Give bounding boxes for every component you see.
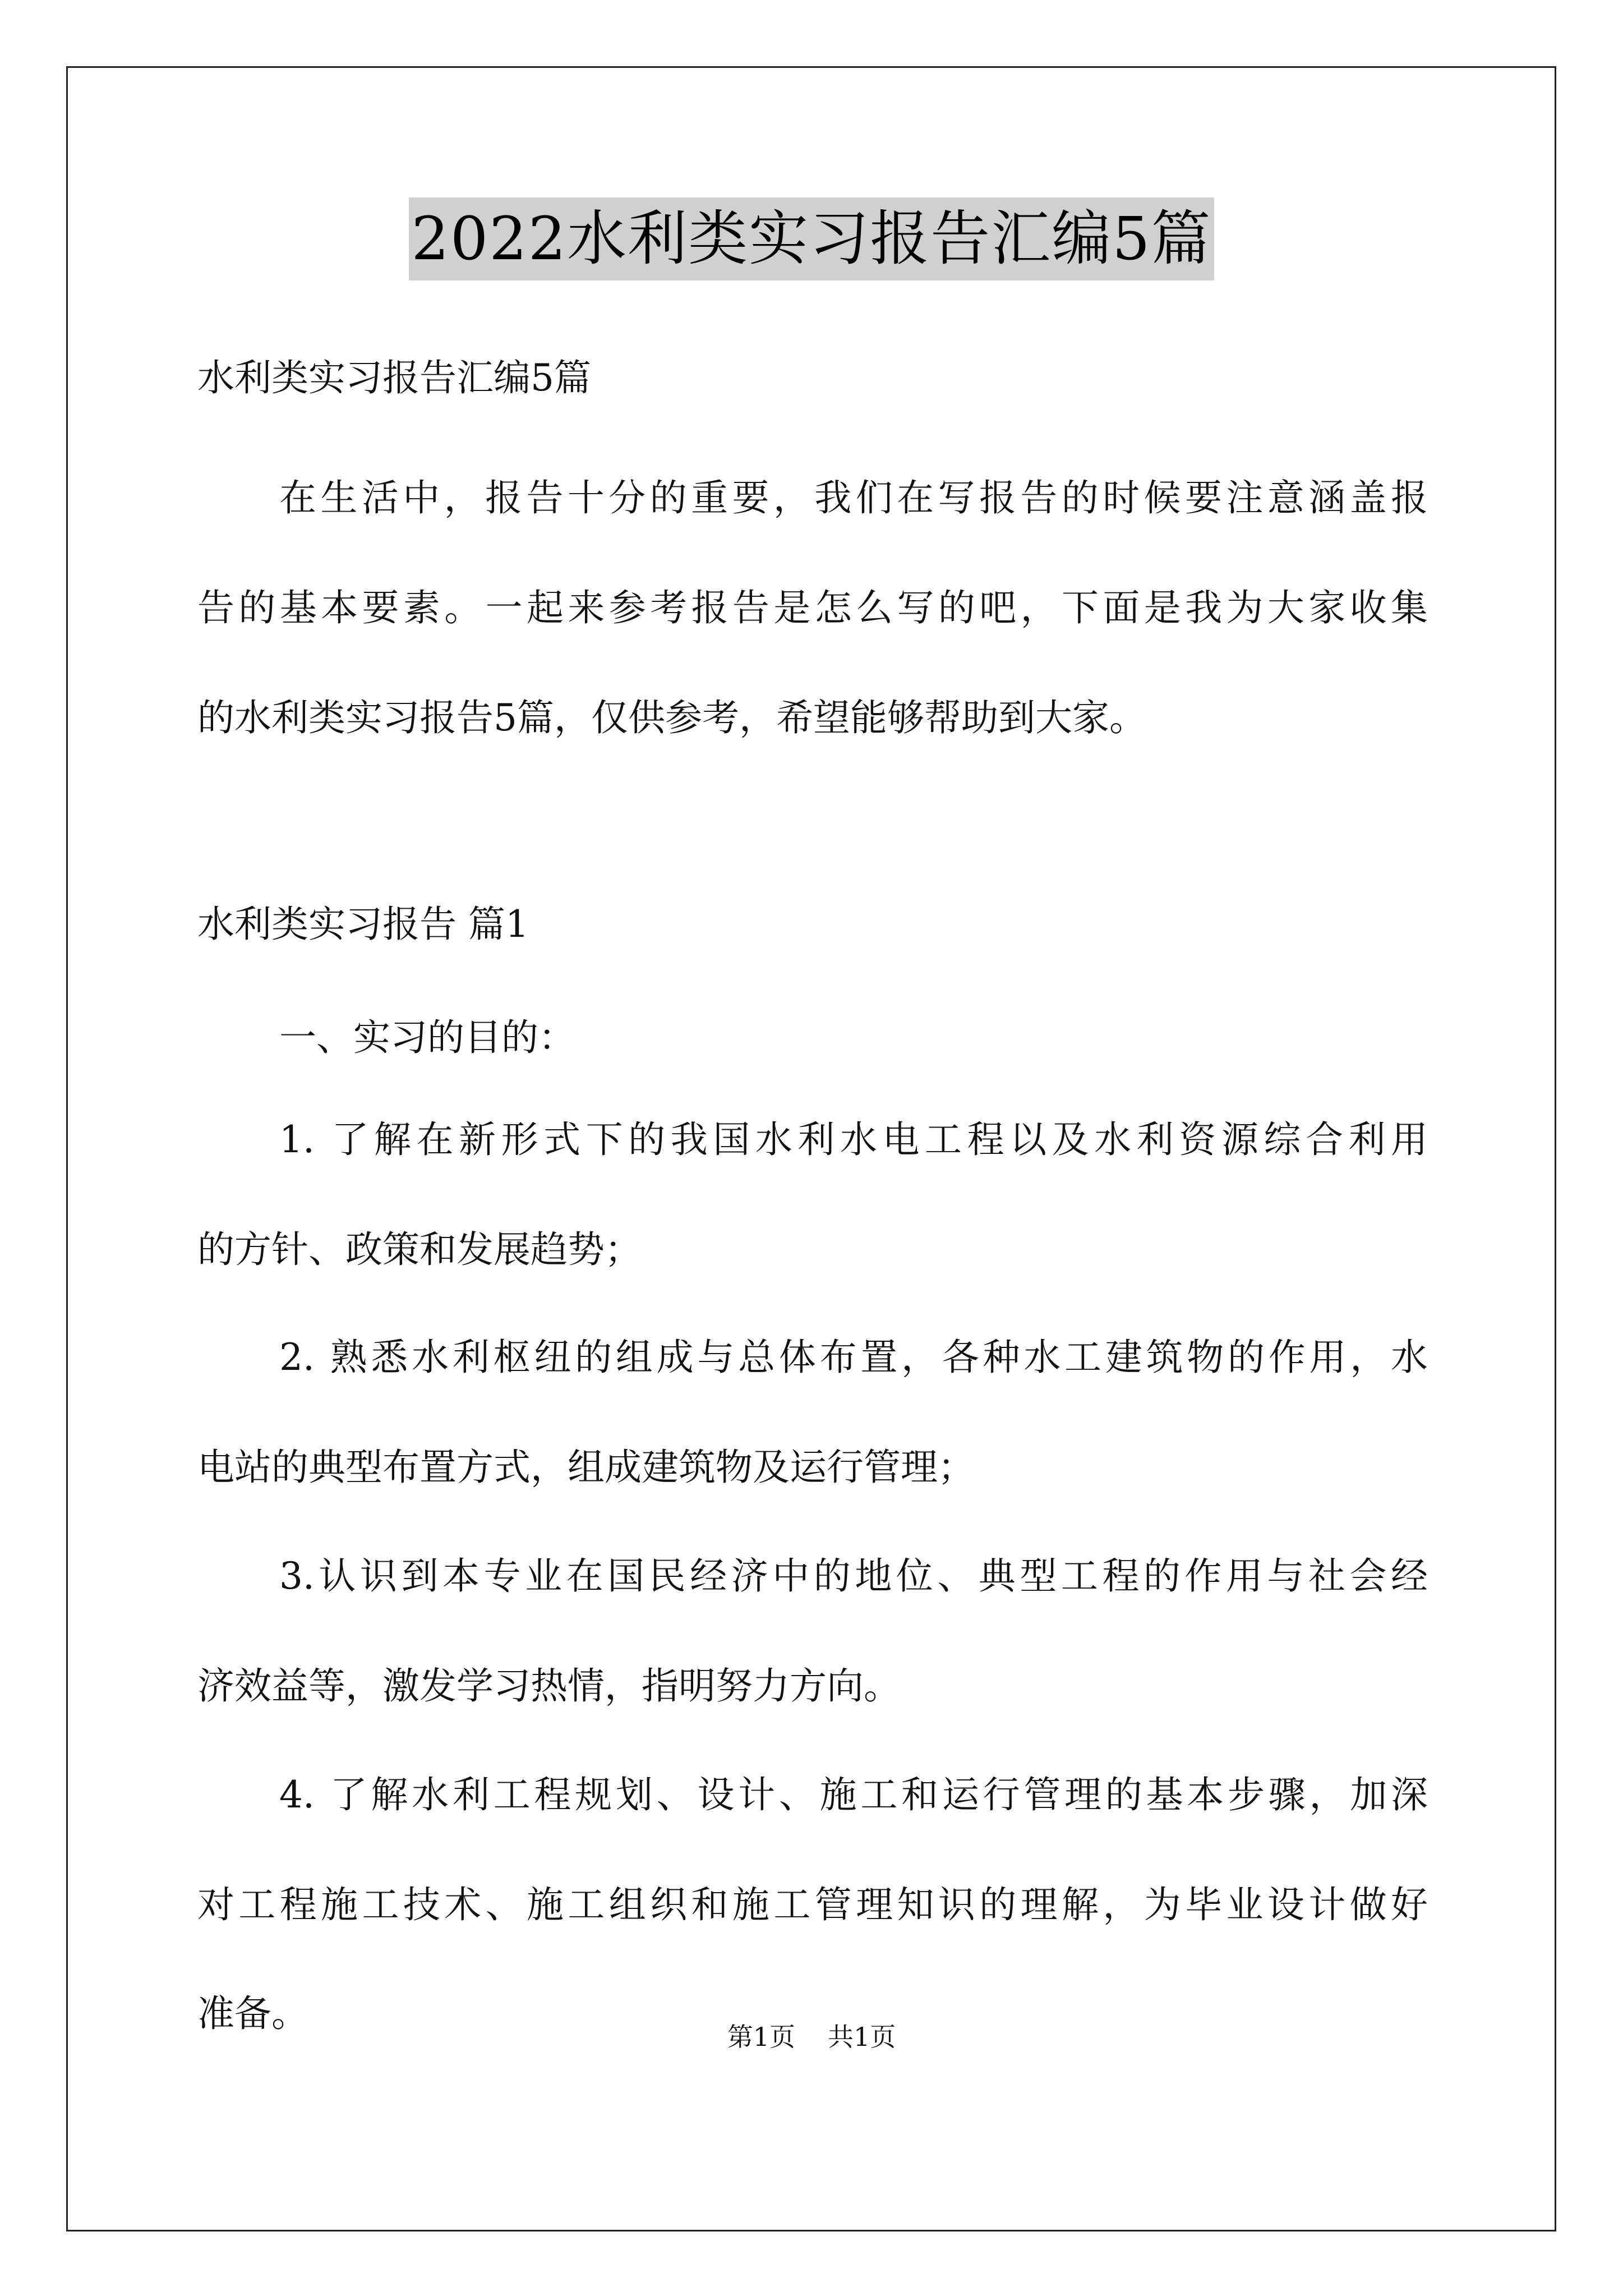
item-3-line-1: 3.认识到本专业在国民经济中的地位、典型工程的作用与社会经 [279, 1554, 1428, 1598]
item-4-line-2: 对工程施工技术、施工组织和施工管理知识的理解，为毕业设计做好 [197, 1883, 1428, 1926]
item-4-line-1: 4. 了解水利工程规划、设计、施工和运行管理的基本步骤，加深 [279, 1773, 1428, 1816]
item-1-line-2: 的方针、政策和发展趋势； [197, 1228, 642, 1271]
document-title: 2022水利类实习报告汇编5篇 [409, 197, 1214, 280]
item-2-line-2: 电站的典型布置方式，组成建筑物及运行管理； [197, 1446, 975, 1489]
item-3-line-2: 济效益等，激发学习热情，指明努力方向。 [197, 1664, 901, 1708]
page-footer [0, 2017, 1623, 2054]
item-2-line-1: 2. 熟悉水利枢纽的组成与总体布置，各种水工建筑物的作用，水 [279, 1336, 1428, 1379]
intro-line-3: 的水利类实习报告5篇，仅供参考，希望能够帮助到大家。 [197, 696, 1146, 739]
total-pages: 共1页 [828, 2022, 896, 2052]
item-4-line-3: 准备。 [197, 1992, 308, 2035]
intro-line-2: 告的基本要素。一起来参考报告是怎么写的吧，下面是我为大家收集 [197, 586, 1428, 629]
purpose-heading: 一、实习的目的： [279, 1016, 575, 1059]
intro-line-1: 在生活中，报告十分的重要，我们在写报告的时候要注意涵盖报 [279, 476, 1428, 519]
title-container [0, 197, 1623, 280]
page-number: 第1页 [727, 2022, 795, 2052]
section-heading: 水利类实习报告 篇1 [197, 903, 529, 946]
item-1-line-1: 1. 了解在新形式下的我国水利水电工程以及水利资源综合利用 [279, 1118, 1428, 1161]
document-subtitle: 水利类实习报告汇编5篇 [197, 356, 591, 399]
